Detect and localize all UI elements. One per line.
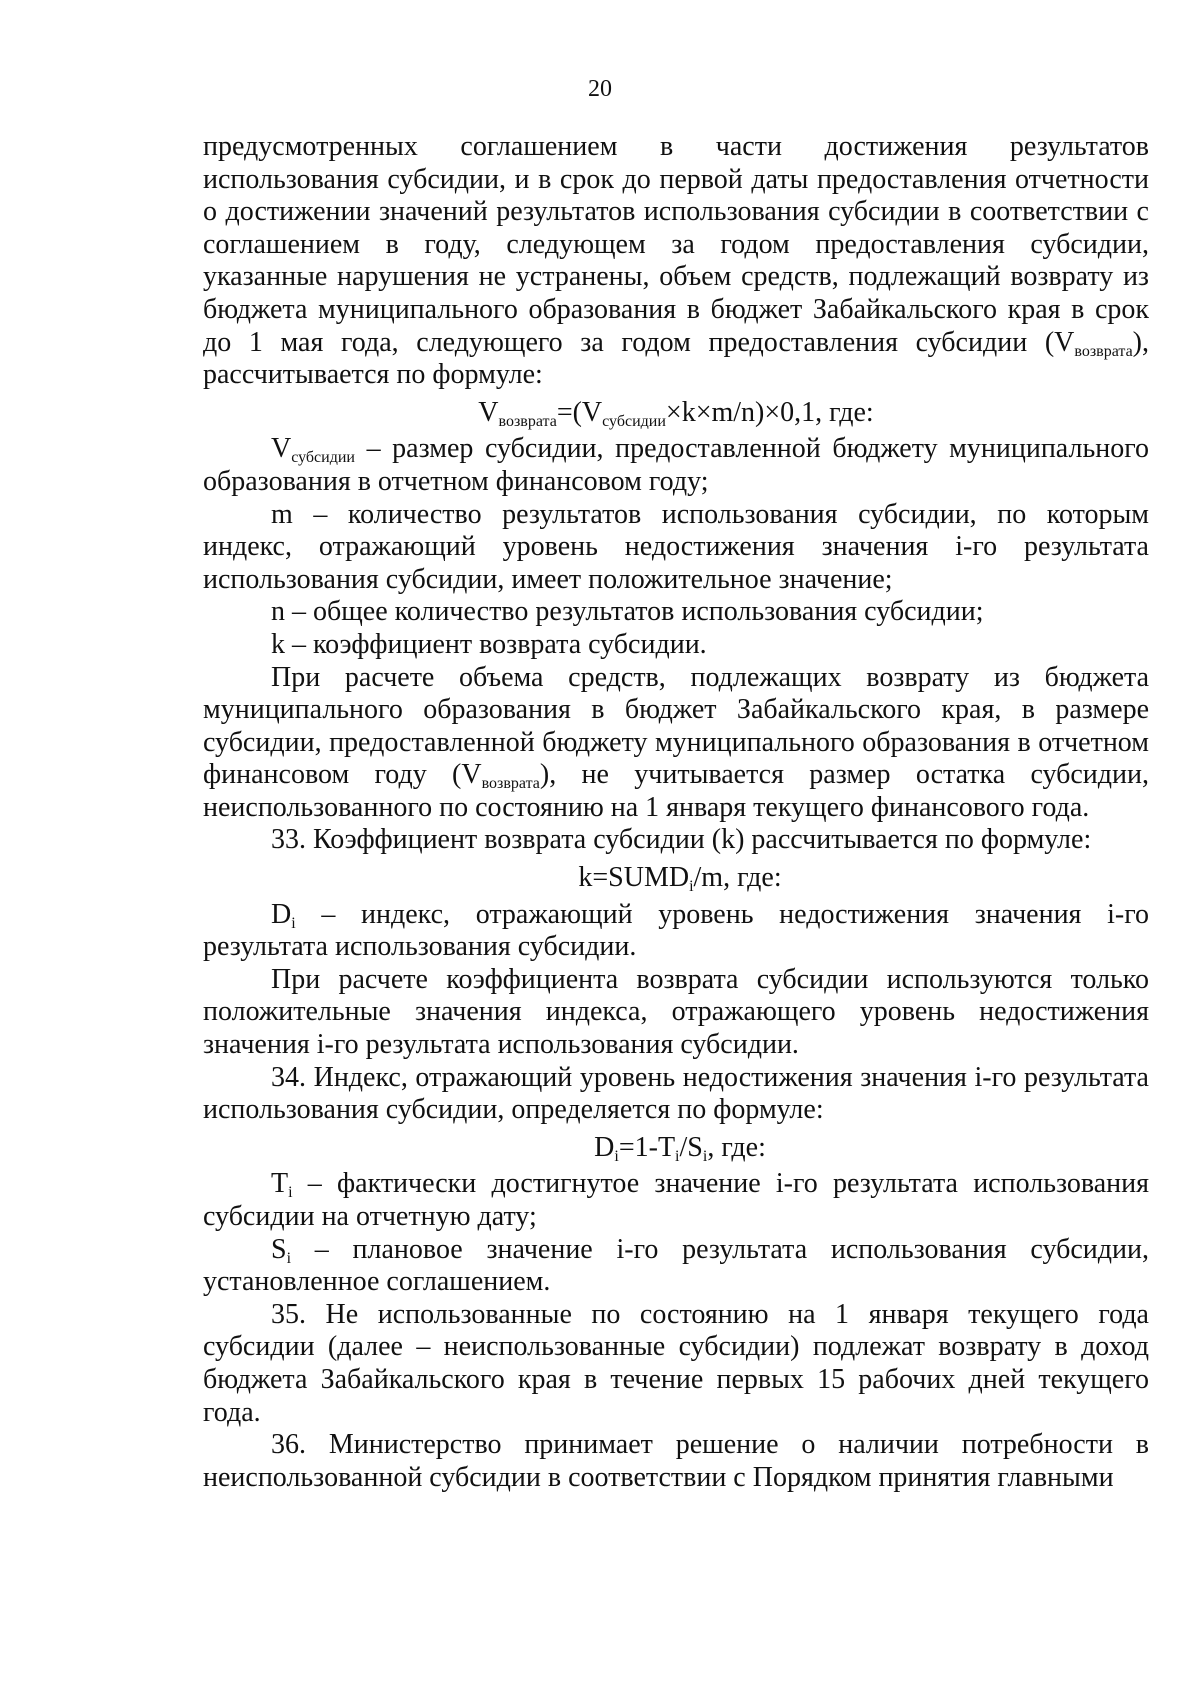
page-number: 20: [588, 76, 612, 102]
paragraph-text: предусмотренных соглашением в части достижения результатов использования субсидии, и в срок до первой даты предоставления отчетности о достижении значений результатов использования субсидии в соответствии с соглашением в году, следующем за годом предоставления субсидии, указанные нарушения не устранены, объем средств, подлежащий возврату из бюджета муниципального образования в бюджет Забайкальского края в срок до 1 мая года, следующего за годом предоставления субсидии (V: [203, 131, 1149, 358]
item-34: 34. Индекс, отражающий уровень недостижения значения i-го результата использования субсидии, определяется по формуле:: [203, 1061, 1149, 1126]
definition-v-subsidy: $V_{субсидии}$ – размер субсидии, предоставленной бюджету муниципального образования в отчетном финансовом году;: [203, 433, 1149, 497]
subscript: i: [286, 1249, 292, 1267]
subscript: возврата: [481, 775, 540, 793]
subscript: i: [689, 878, 694, 896]
subscript: i: [675, 1147, 680, 1165]
subscript: возврата: [498, 412, 557, 430]
subscript: i: [702, 1147, 708, 1165]
definition-s: $S_i$ – плановое значение i-го результата использования субсидии, установленное соглашением.: [203, 1233, 1149, 1298]
definition-n: n – общее количество результатов использования субсидии;: [271, 596, 984, 628]
paragraph-coefficient: При расчете коэффициента возврата субсидии используются только положительные значения индекса, отражающего уровень недостижения значения i-го результата использования субсидии.: [203, 963, 1149, 1061]
formula-return-volume: $V_{возврата}=(V_{субсидии}\times k\times m/n)\times 0,1$, где:: [478, 396, 874, 430]
paragraph-continuation: [203, 131, 1149, 392]
item-36: 36. Министерство принимает решение о наличии потребности в неиспользованной субсидии в соответствии с Порядком принятия главными: [203, 1429, 1149, 1493]
subscript: i: [614, 1147, 619, 1165]
formula-index: $D_i=1-T_i/S_i$, где:: [594, 1131, 766, 1165]
item-35: 35. Не использованные по состоянию на 1 января текущего года субсидии (далее – неиспользованные субсидии) подлежат возврату в доход бюджета Забайкальского края в течение первых 15 рабочих дней текущего года.: [203, 1298, 1149, 1428]
subscript: субсидии: [291, 449, 355, 467]
document-body: [203, 131, 1149, 1494]
definition-d: $D_i$ – индекс, отражающий уровень недостижения значения i-го результата использования субсидии.: [203, 898, 1149, 963]
subscript: субсидии: [602, 412, 666, 430]
definition-m: m – количество результатов использования субсидии, по которым индекс, отражающий уровень недостижения значения i-го результата использования субсидии, имеет положительное значение;: [203, 498, 1149, 595]
paragraph-text: ), рассчитывается по формуле:: [203, 326, 1149, 391]
subscript: i: [288, 1184, 293, 1202]
subscript: возврата: [1074, 342, 1133, 360]
definition-k: k – коэффициент возврата субсидии.: [271, 628, 707, 660]
formula-coefficient: $k=SUMD_i/m$, где:: [578, 862, 782, 896]
definition-t: $T_i$ – фактически достигнутое значение i-го результата использования субсидии на отчетную дату;: [203, 1168, 1149, 1232]
paragraph-calculation: При расчете объема средств, подлежащих возврату из бюджета муниципального образования в бюджет Забайкальского края, в размере субсидии, предоставленной бюджету муниципального образования в отчетном финансовом году $(V_{возврата})$, не учитывается размер остатка субсидии, неиспользованного по состоянию на 1 января текущего финансового года.: [203, 661, 1150, 823]
subscript: i: [291, 914, 296, 932]
item-33: 33. Коэффициент возврата субсидии (k) рассчитывается по формуле:: [271, 824, 1092, 856]
